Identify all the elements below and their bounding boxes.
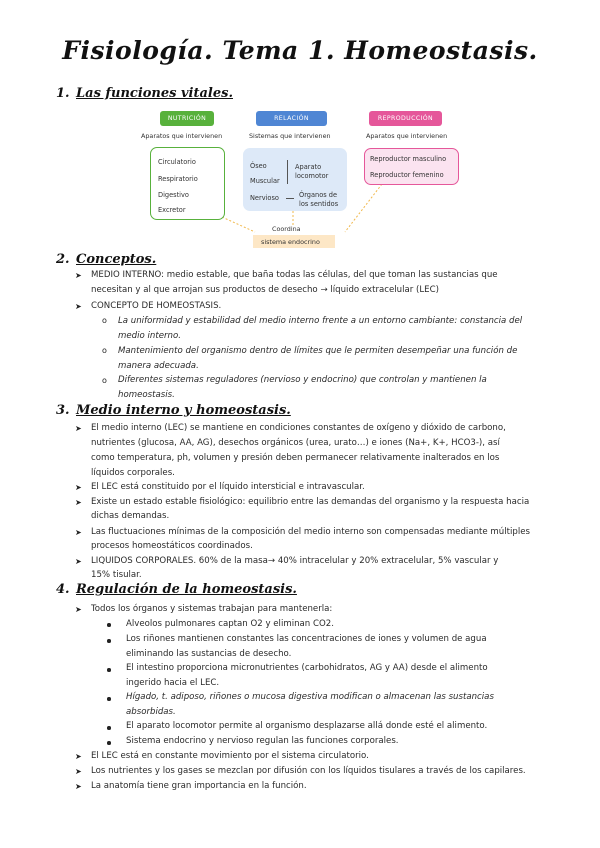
bullet-dot-icon	[107, 741, 111, 745]
circle-bullet-icon: o	[102, 316, 107, 325]
endocrino-label: sistema endocrino	[261, 238, 320, 246]
diagram-connectors	[0, 0, 600, 260]
nutricion-item: Excretor	[158, 206, 186, 214]
paragraph: CONCEPTO DE HOMEOSTASIS.	[91, 301, 222, 311]
paragraph: MEDIO INTERNO: medio estable, que baña todas las células, del que toman las sustancias que	[91, 270, 498, 280]
reproduccion-item: Reproductor femenino	[370, 171, 444, 179]
paragraph: La uniformidad y estabilidad del medio interno frente a un entorno cambiante: constancia del	[118, 316, 523, 326]
relacion-aparato-locomotor: Aparato locomotor	[295, 163, 329, 180]
reproduccion-box	[364, 148, 459, 185]
section-1-heading: 1. Las funciones vitales.	[56, 86, 233, 101]
arrow-bullet-icon: ➤	[75, 557, 82, 566]
paragraph: LIQUIDOS CORPORALES. 60% de la masa→ 40% intracelular y 20% extracelular, 5% vascular y	[91, 556, 499, 566]
paragraph: Mantenimiento del organismo dentro de límites que le permiten desempeñar una función de	[118, 346, 518, 356]
arrow-bullet-icon: ➤	[75, 424, 82, 433]
paragraph: Todos los órganos y sistemas trabajan para mantenerla:	[91, 604, 333, 614]
relacion-organos-sentidos: Órganos de los sentidos	[299, 191, 339, 208]
paragraph: El aparato locomotor permite al organismo desplazarse allá donde esté el alimento.	[126, 721, 488, 731]
paragraph: manera adecuada.	[118, 361, 199, 371]
endocrino-box	[253, 235, 335, 248]
paragraph: Diferentes sistemas reguladores (nervioso y endocrino) que controlan y mantienen la	[118, 375, 487, 385]
right-arrow-icon: →	[320, 285, 328, 295]
paragraph: medio interno.	[118, 331, 181, 341]
bullet-dot-icon	[107, 697, 111, 701]
section-3-heading: 3. Medio interno y homeostasis.	[56, 403, 291, 418]
paragraph: Los riñones mantienen constantes las concentraciones de iones y volumen de agua	[126, 634, 487, 644]
paragraph: absorbidas.	[126, 707, 176, 717]
arrow-bullet-icon: ➤	[75, 528, 82, 537]
relacion-item: Óseo	[250, 162, 267, 170]
nutricion-box	[150, 147, 225, 220]
relacion-line	[286, 198, 294, 199]
paragraph: ingerido hacia el LEC.	[126, 678, 220, 688]
arrow-bullet-icon: ➤	[75, 752, 82, 761]
right-arrow-icon: →	[267, 556, 276, 566]
nutricion-subtitle: Aparatos que intervienen	[141, 132, 223, 140]
paragraph: necesitan y al que arrojan sus productos de desecho → líquido extracelular (LEC)	[91, 285, 439, 295]
nutricion-badge: NUTRICIÓN	[160, 111, 214, 126]
paragraph: Hígado, t. adiposo, riñones o mucosa digestiva modifican o almacenan las sustancias	[126, 692, 494, 702]
relacion-badge: RELACIÓN	[256, 111, 327, 126]
paragraph: eliminando las sustancias de desecho.	[126, 649, 292, 659]
paragraph: líquidos corporales.	[91, 468, 175, 478]
paragraph: 15% tisular.	[91, 570, 142, 580]
nutricion-item: Circulatorio	[158, 158, 196, 166]
relacion-item: Nervioso	[250, 194, 279, 202]
paragraph: Los nutrientes y los gases se mezclan por difusión con los líquidos tisulares a través de los capilares.	[91, 766, 526, 776]
paragraph: El medio interno (LEC) se mantiene en condiciones constantes de oxígeno y dióxido de carbono,	[91, 423, 506, 433]
relacion-item: Muscular	[250, 177, 280, 185]
bullet-dot-icon	[107, 639, 111, 643]
relacion-subtitle: Sistemas que intervienen	[249, 132, 331, 140]
nutricion-item: Respiratorio	[158, 175, 198, 183]
section-2-heading: 2. Conceptos.	[56, 252, 157, 267]
reproduccion-item: Reproductor masculino	[370, 155, 447, 163]
paragraph: dichas demandas.	[91, 511, 170, 521]
coordina-label: Coordina	[272, 225, 301, 233]
arrow-bullet-icon: ➤	[75, 605, 82, 614]
paragraph: procesos homeostáticos coordinados.	[91, 541, 253, 551]
relacion-box	[243, 148, 347, 211]
paragraph: La anatomía tiene gran importancia en la función.	[91, 781, 307, 791]
section-4-heading: 4. Regulación de la homeostasis.	[56, 582, 297, 597]
paragraph: El LEC está en constante movimiento por el sistema circulatorio.	[91, 751, 369, 761]
arrow-bullet-icon: ➤	[75, 271, 82, 280]
arrow-bullet-icon: ➤	[75, 767, 82, 776]
arrow-bullet-icon: ➤	[75, 498, 82, 507]
paragraph: Sistema endocrino y nervioso regulan las funciones corporales.	[126, 736, 399, 746]
arrow-bullet-icon: ➤	[75, 483, 82, 492]
bullet-dot-icon	[107, 726, 111, 730]
paragraph: Las fluctuaciones mínimas de la composición del medio interno son compensadas mediante múltiples	[91, 527, 530, 537]
reproduccion-badge: REPRODUCCIÓN	[369, 111, 442, 126]
arrow-bullet-icon: ➤	[75, 302, 82, 311]
reproduccion-subtitle: Aparatos que intervienen	[366, 132, 448, 140]
nutricion-item: Digestivo	[158, 191, 189, 199]
bullet-dot-icon	[107, 668, 111, 672]
bullet-dot-icon	[107, 623, 111, 627]
paragraph: El intestino proporciona micronutrientes (carbohidratos, AG y AA) desde el alimento	[126, 663, 488, 673]
relacion-bracket	[287, 160, 288, 184]
arrow-bullet-icon: ➤	[75, 782, 82, 791]
page-title: Fisiología. Tema 1. Homeostasis.	[62, 36, 538, 65]
circle-bullet-icon: o	[102, 346, 107, 355]
circle-bullet-icon: o	[102, 376, 107, 385]
paragraph: nutrientes (glucosa, AA, AG), desechos orgánicos (urea, urato…) e iones (Na+, K+, HCO3-), así	[91, 438, 500, 448]
paragraph: homeostasis.	[118, 390, 175, 400]
paragraph: Existe un estado estable fisiológico: equilibrio entre las demandas del organismo y la respuesta hacia	[91, 497, 530, 507]
paragraph: como temperatura, ph, volumen y presión deben permanecer relativamente inalterados en los	[91, 453, 500, 463]
paragraph: El LEC está constituido por el líquido intersticial e intravascular.	[91, 482, 365, 492]
paragraph: Alveolos pulmonares captan O2 y eliminan CO2.	[126, 619, 334, 629]
